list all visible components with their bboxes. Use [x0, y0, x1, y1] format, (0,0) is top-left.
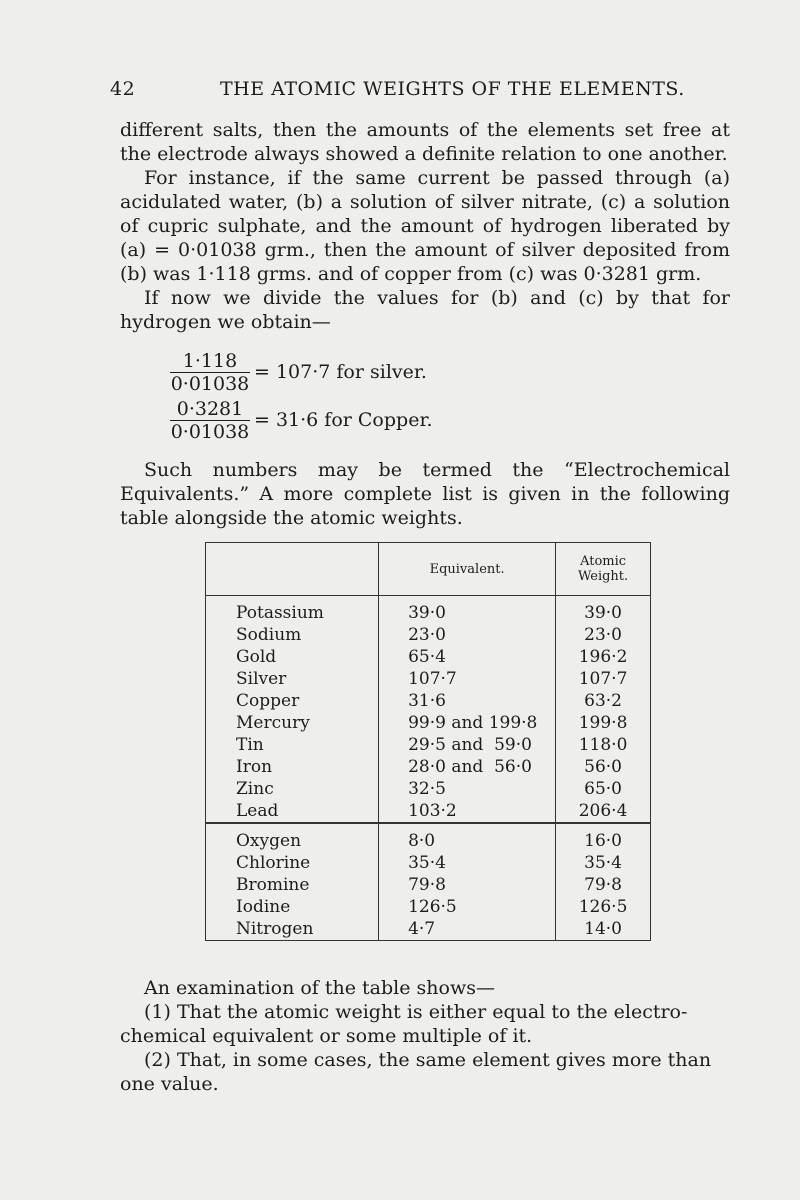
- table-header-row: [206, 543, 651, 596]
- element-cell: Nitrogen: [206, 918, 379, 941]
- atomic-weight-cell: 196·2: [556, 646, 651, 668]
- atomic-weight-cell: 63·2: [556, 690, 651, 712]
- atomic-weight-cell: 23·0: [556, 624, 651, 646]
- equivalent-cell: 29·5 and 59·0: [408, 735, 532, 755]
- equation-numerator: 0·3281: [170, 398, 250, 421]
- table-row: [206, 896, 651, 918]
- equivalent-cell: 39·0: [379, 596, 556, 625]
- equation-result: = 107·7 for silver.: [254, 361, 427, 383]
- table-row: [206, 918, 651, 941]
- equivalent-cell: 103·2: [408, 801, 457, 821]
- atomic-weight-cell: 39·0: [556, 596, 651, 625]
- page-number: 42: [110, 78, 136, 100]
- table-row: [206, 823, 651, 852]
- paragraph-6: (1) That the atomic weight is either equal to the electro-chemical equivalent or some multiple of it.: [120, 1001, 688, 1047]
- table-row: [206, 874, 651, 896]
- equivalent-cell: 8·0: [379, 823, 556, 852]
- table-row: [206, 778, 651, 800]
- atomic-weight-cell: 35·4: [556, 852, 651, 874]
- atomic-weight-cell: 56·0: [556, 756, 651, 778]
- table-group-nonmetals: [206, 823, 651, 941]
- element-cell: Gold: [206, 646, 379, 668]
- atomic-weight-cell: 206·4: [556, 800, 651, 823]
- paragraph-4: Such numbers may be termed the “Electrochemical Equivalents.” A more complete list is given in the following table alongside the atomic weights.: [120, 459, 730, 529]
- table-row: [206, 596, 651, 625]
- table-intro-text: [120, 458, 730, 530]
- atomic-weight-cell: 79·8: [556, 874, 651, 896]
- atomic-weight-cell: 65·0: [556, 778, 651, 800]
- element-cell: Silver: [206, 668, 379, 690]
- paragraph-2: For instance, if the same current be passed through (a) acidulated water, (b) a solution of silver nitrate, (c) a solution of cupric sulphate, and the amount of hydrogen liberated by (a) = 0·01038 grm., then the amount of silver deposited from (b) was 1·118 grms. and of copper from (c) was 0·3281 grm.: [120, 167, 730, 285]
- table-row: [206, 668, 651, 690]
- table-group-metals: [206, 596, 651, 824]
- equivalent-cell: 79·8: [408, 875, 446, 895]
- table-row: [206, 800, 651, 823]
- equation-denominator: 0·01038: [170, 373, 250, 395]
- table-row: [206, 734, 651, 756]
- paragraph-3: If now we divide the values for (b) and (c) by that for hydrogen we obtain—: [120, 287, 730, 333]
- equation-result: = 31·6 for Copper.: [254, 409, 433, 431]
- paragraph-7: (2) That, in some cases, the same element gives more than one value.: [120, 1049, 712, 1095]
- element-cell: Mercury: [206, 712, 379, 734]
- table-row: [206, 690, 651, 712]
- header-equivalent: Equivalent.: [379, 543, 556, 596]
- equation-denominator: 0·01038: [170, 421, 250, 443]
- element-cell: Chlorine: [206, 852, 379, 874]
- atomic-weight-cell: 107·7: [556, 668, 651, 690]
- element-cell: Potassium: [206, 596, 379, 625]
- atomic-weight-cell: 14·0: [556, 918, 651, 941]
- equation-numerator: 1·118: [170, 350, 250, 373]
- equivalent-cell: 65·4: [408, 647, 446, 667]
- element-cell: Iodine: [206, 896, 379, 918]
- table-row: [206, 646, 651, 668]
- paragraph-1: different salts, then the amounts of the elements set free at the electrode always showed a definite relation to one another.: [120, 119, 730, 165]
- element-cell: Oxygen: [206, 823, 379, 852]
- conclusion-text: [120, 976, 730, 1096]
- atomic-weight-cell: 199·8: [556, 712, 651, 734]
- paragraph-5: An examination of the table shows—: [144, 977, 495, 999]
- table-row: [206, 712, 651, 734]
- element-cell: Zinc: [206, 778, 379, 800]
- element-cell: Copper: [206, 690, 379, 712]
- element-cell: Bromine: [206, 874, 379, 896]
- table-row: [206, 624, 651, 646]
- header-element: [206, 543, 379, 596]
- running-title: THE ATOMIC WEIGHTS OF THE ELEMENTS.: [220, 78, 685, 100]
- equivalent-cell: 23·0: [408, 625, 446, 645]
- equivalents-table: [205, 542, 651, 941]
- equivalent-cell: 99·9 and 199·8: [408, 713, 538, 733]
- equivalent-cell: 126·5: [408, 897, 457, 917]
- atomic-weight-cell: 118·0: [556, 734, 651, 756]
- atomic-weight-cell: 16·0: [556, 823, 651, 852]
- element-cell: Iron: [206, 756, 379, 778]
- element-cell: Lead: [206, 800, 379, 823]
- equivalent-cell: 107·7: [408, 669, 457, 689]
- equivalent-cell: 4·7: [379, 918, 556, 941]
- intro-text: [120, 118, 730, 334]
- element-cell: Sodium: [206, 624, 379, 646]
- table-row: [206, 756, 651, 778]
- element-cell: Tin: [206, 734, 379, 756]
- header-atomic-weight: Atomic Weight.: [556, 543, 651, 596]
- equivalent-cell: 32·5: [408, 779, 446, 799]
- atomic-weight-cell: 126·5: [556, 896, 651, 918]
- table-row: [206, 852, 651, 874]
- equivalent-cell: 31·6: [408, 691, 446, 711]
- equivalent-cell: 28·0 and 56·0: [408, 757, 532, 777]
- equivalent-cell: 35·4: [408, 853, 446, 873]
